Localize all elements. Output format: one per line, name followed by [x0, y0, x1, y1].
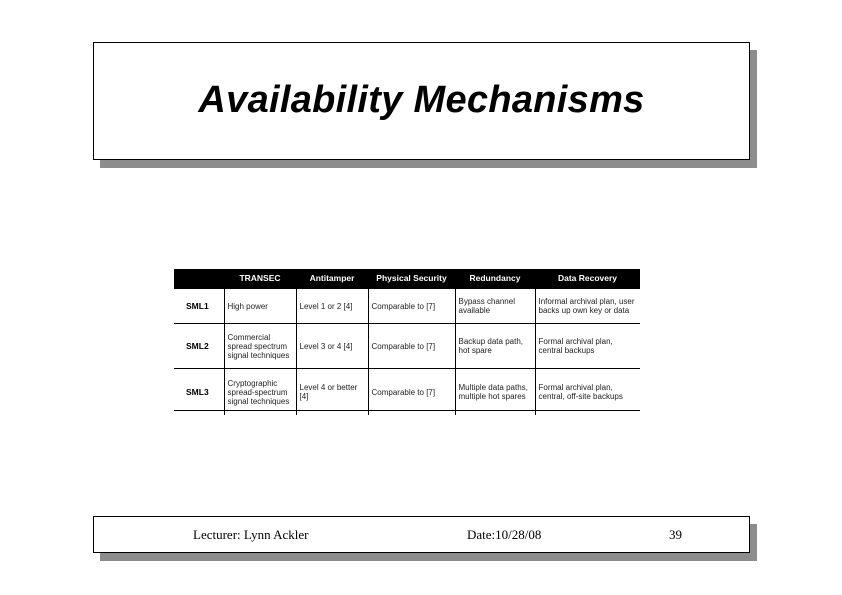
- table-cell: Formal archival plan, central backups: [535, 324, 640, 369]
- table-cell: Multiple data paths, multiple hot spares: [455, 369, 535, 416]
- table-row: [174, 369, 640, 416]
- availability-table: [174, 269, 640, 415]
- title-box: [93, 42, 750, 160]
- footer-date: Date:10/28/08: [467, 527, 542, 542]
- footer-lecturer: Lecturer: Lynn Ackler: [193, 527, 309, 542]
- table-header-row: [174, 269, 640, 289]
- table-cell: Comparable to [7]: [368, 369, 455, 416]
- header-cell-transec: TRANSEC: [224, 269, 296, 289]
- footer-box: [93, 516, 750, 553]
- table-row: [174, 289, 640, 324]
- row-label: SML3: [174, 369, 224, 416]
- header-cell-data-recovery: Data Recovery: [535, 269, 640, 289]
- row-label: SML1: [174, 289, 224, 324]
- row-label: SML2: [174, 324, 224, 369]
- table-cell: Comparable to [7]: [368, 324, 455, 369]
- table-cell: Informal archival plan, user backs up own key or data: [535, 289, 640, 324]
- table-cell: High power: [224, 289, 296, 324]
- header-cell-physical-security: Physical Security: [368, 269, 455, 289]
- table-cell: Level 1 or 2 [4]: [296, 289, 368, 324]
- table-cell: Formal archival plan, central, off-site backups: [535, 369, 640, 416]
- table-cell: Bypass channel available: [455, 289, 535, 324]
- header-cell-redundancy: Redundancy: [455, 269, 535, 289]
- table-cell: Level 3 or 4 [4]: [296, 324, 368, 369]
- header-cell-antitamper: Antitamper: [296, 269, 368, 289]
- header-cell-empty: [174, 269, 224, 289]
- availability-table-figure: [174, 269, 640, 411]
- table-cell: Level 4 or better [4]: [296, 369, 368, 416]
- table-cell: Commercial spread spectrum signal techniques: [224, 324, 296, 369]
- table-cell: Cryptographic spread-spectrum signal techniques: [224, 369, 296, 416]
- table-cell: Backup data path, hot spare: [455, 324, 535, 369]
- footer-page-number: 39: [669, 527, 682, 542]
- table-row: [174, 324, 640, 369]
- slide-title: Availability Mechanisms: [198, 78, 645, 121]
- table-cell: Comparable to [7]: [368, 289, 455, 324]
